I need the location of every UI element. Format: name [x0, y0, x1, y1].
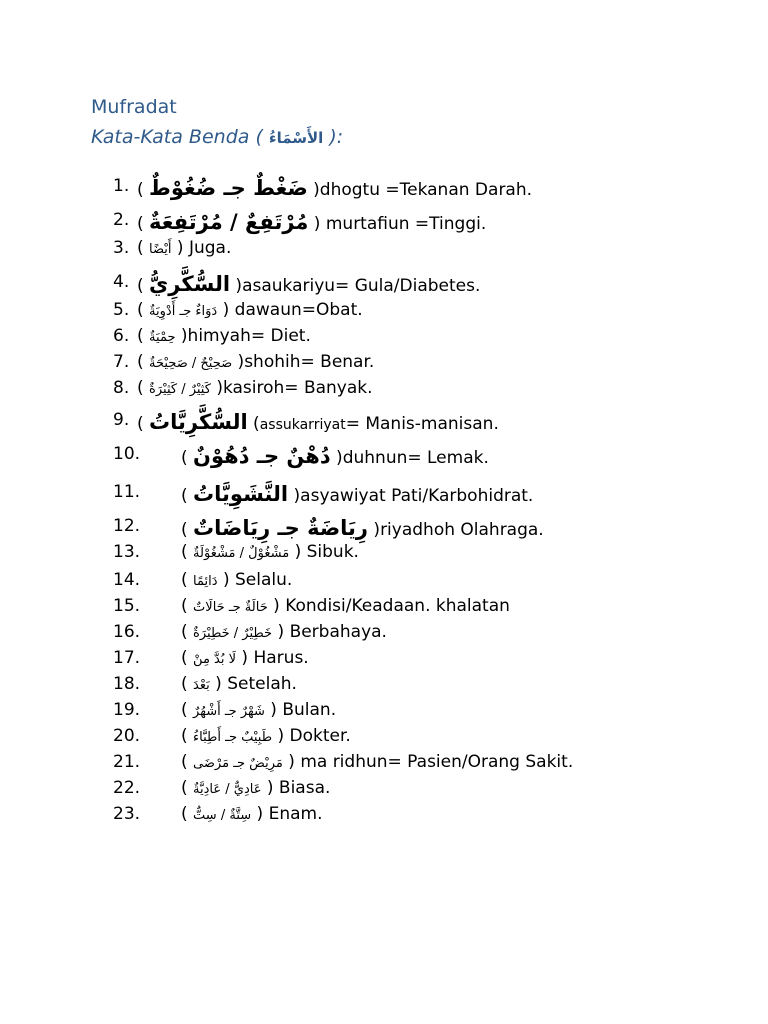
- meaning-text: asyawiyat Pati/Karbohidrat.: [300, 486, 534, 506]
- open-paren: (: [137, 414, 150, 434]
- item-number: 19.: [113, 700, 141, 720]
- meaning-text: Selalu.: [235, 570, 293, 590]
- open-paren: (: [137, 378, 150, 398]
- item-body: [181, 754, 573, 771]
- arabic-word: دَوَاءٌ جـ أَدْوِيَةٌ: [149, 304, 218, 319]
- item-number: 6.: [113, 326, 130, 346]
- close-paren: ): [272, 726, 290, 746]
- meaning-text: Bulan.: [282, 700, 337, 720]
- item-number: 11.: [113, 482, 141, 502]
- item-number: 10.: [113, 444, 141, 464]
- open-paren: (: [137, 276, 150, 296]
- open-paren: (: [181, 700, 194, 720]
- open-paren: (: [137, 300, 150, 320]
- item-body: [181, 728, 351, 745]
- meaning-text: shohih= Benar.: [244, 352, 375, 372]
- item-body: [137, 178, 532, 199]
- arabic-word: ضَغْطٌ جـ ضُغُوْطٌ: [149, 176, 308, 200]
- arabic-word: رِيَاضَةٌ جـ رِيَاضَاتٌ: [193, 516, 369, 540]
- arabic-word: مُرْتَفِعٌ / مُرْتَفِعَةٌ: [149, 210, 309, 234]
- arabic-word: عَادِيٌّ / عَادِيَّةٌ: [193, 782, 262, 797]
- close-paren: ): [236, 648, 254, 668]
- arabic-word: حِمْيَةٌ: [149, 330, 176, 345]
- item-body: [181, 702, 336, 719]
- item-body: [137, 302, 363, 319]
- open-paren: (: [181, 542, 194, 562]
- meaning-text: murtafiun =Tinggi.: [325, 214, 487, 234]
- arabic-word: بَعْدَ: [193, 678, 210, 693]
- page-title: Mufradat: [91, 96, 177, 118]
- item-number: 22.: [113, 778, 141, 798]
- item-body: [181, 518, 544, 539]
- arabic-word: سِتَّةٌ / سِتٌّ: [193, 808, 252, 823]
- item-number: 16.: [113, 622, 141, 642]
- open-paren: (: [181, 486, 194, 506]
- open-paren: (: [181, 726, 194, 746]
- arabic-word: شَهْرٌ جـ أَشْهُرٌ: [193, 704, 265, 719]
- item-number: 21.: [113, 752, 141, 772]
- item-body: [137, 274, 480, 295]
- close-paren: ): [251, 804, 269, 824]
- open-paren: (: [181, 804, 194, 824]
- meaning-text: = Manis-manisan.: [345, 414, 499, 434]
- item-body: [181, 598, 510, 615]
- open-paren: (: [181, 674, 194, 694]
- section-subtitle: [91, 126, 343, 148]
- open-paren: (: [181, 752, 194, 772]
- open-paren: (: [137, 180, 150, 200]
- subtitle-latin-prefix: Kata-Kata Benda (: [91, 126, 269, 148]
- close-paren: ): [217, 570, 235, 590]
- item-body: [181, 806, 323, 823]
- arabic-word: خَطِيْرٌ / خَطِيْرَةٌ: [193, 626, 273, 641]
- item-number: 3.: [113, 238, 130, 258]
- close-paren: ): [368, 520, 381, 540]
- item-body: [181, 780, 330, 797]
- item-body: [137, 380, 373, 397]
- meaning-text: Biasa.: [278, 778, 331, 798]
- item-number: 18.: [113, 674, 141, 694]
- close-paren: ): [232, 352, 245, 372]
- close-paren: ): [282, 752, 301, 772]
- item-body: [137, 354, 374, 371]
- close-paren: ): [261, 778, 279, 798]
- item-body: [181, 446, 489, 467]
- open-paren: (: [181, 520, 194, 540]
- meaning-text: asaukariyu= Gula/Diabetes.: [242, 276, 481, 296]
- meaning-text: dawaun=Obat.: [234, 300, 363, 320]
- arabic-word: أَيْضًا: [149, 242, 172, 257]
- open-paren: (: [181, 622, 194, 642]
- item-number: 20.: [113, 726, 141, 746]
- close-paren: ): [288, 486, 301, 506]
- close-paren: ): [171, 238, 189, 258]
- arabic-word: صَحِيْحٌ / صَحِيْحَةٌ: [149, 356, 233, 371]
- close-paren: ): [264, 700, 283, 720]
- meaning-text: kasiroh= Banyak.: [222, 378, 373, 398]
- item-number: 12.: [113, 516, 141, 536]
- close-paren: ): [330, 448, 343, 468]
- item-number: 5.: [113, 300, 130, 320]
- meaning-text: duhnun= Lemak.: [342, 448, 489, 468]
- item-number: 9.: [113, 410, 130, 430]
- open-paren: (: [137, 326, 150, 346]
- close-paren: ): [209, 674, 228, 694]
- arabic-word: دُهْنٌ جـ دُهُوْنٌ: [193, 444, 331, 468]
- item-body: [137, 412, 499, 433]
- close-paren: ): [217, 300, 235, 320]
- meaning-text: riyadhoh Olahraga.: [380, 520, 544, 540]
- item-body: [181, 484, 533, 505]
- meaning-text: himyah= Diet.: [187, 326, 311, 346]
- open-paren: (: [137, 238, 150, 258]
- close-paren: ): [272, 622, 290, 642]
- close-paren: ): [307, 180, 320, 200]
- item-number: 17.: [113, 648, 141, 668]
- meaning-text: dhogtu =Tekanan Darah.: [319, 180, 533, 200]
- arabic-word: لَا بُدَّ مِنْ: [193, 652, 237, 667]
- item-number: 14.: [113, 570, 141, 590]
- close-paren: (: [247, 414, 260, 434]
- item-body: [137, 240, 231, 257]
- item-body: [181, 676, 297, 693]
- subtitle-arabic: الأَسْمَاءُ: [268, 129, 324, 147]
- open-paren: (: [137, 214, 150, 234]
- close-paren: ): [267, 596, 286, 616]
- close-paren: ): [308, 214, 326, 234]
- open-paren: (: [181, 778, 194, 798]
- item-body: [181, 572, 292, 589]
- item-body: [181, 544, 359, 561]
- item-number: 1.: [113, 176, 130, 196]
- item-body: [137, 328, 311, 345]
- item-body: [181, 624, 387, 641]
- arabic-word: مَرِيْضٌ جـ مَرْضَى: [193, 756, 283, 771]
- close-paren: ): [175, 326, 188, 346]
- item-number: 2.: [113, 210, 130, 230]
- meaning-text: Kondisi/Keadaan. khalatan: [285, 596, 510, 616]
- arabic-word: طَبِيْبٌ جـ أَطِبَّاءُ: [193, 730, 273, 745]
- open-paren: (: [181, 596, 194, 616]
- arabic-word: النَّشَوِيَّاتُ: [193, 482, 289, 506]
- item-body: [181, 650, 309, 667]
- close-paren: ): [210, 378, 223, 398]
- item-number: 4.: [113, 272, 130, 292]
- transliteration: assukarriyat: [259, 417, 346, 433]
- arabic-word: السُّكَّرِيُّ: [149, 272, 231, 296]
- subtitle-latin-suffix: ):: [323, 126, 344, 148]
- meaning-text: ma ridhun= Pasien/Orang Sakit.: [300, 752, 574, 772]
- arabic-word: كَثِيْرٌ / كَثِيْرَةٌ: [149, 382, 211, 397]
- meaning-text: Harus.: [253, 648, 309, 668]
- item-number: 7.: [113, 352, 130, 372]
- arabic-word: السُّكَّرِيَّاتُ: [149, 410, 248, 434]
- open-paren: (: [181, 570, 194, 590]
- meaning-text: Dokter.: [289, 726, 351, 746]
- item-body: [137, 212, 486, 233]
- meaning-text: Berbahaya.: [289, 622, 387, 642]
- open-paren: (: [181, 448, 194, 468]
- item-number: 8.: [113, 378, 130, 398]
- meaning-text: Setelah.: [227, 674, 297, 694]
- item-number: 13.: [113, 542, 141, 562]
- item-number: 23.: [113, 804, 141, 824]
- close-paren: ): [230, 276, 243, 296]
- open-paren: (: [137, 352, 150, 372]
- close-paren: ): [289, 542, 307, 562]
- meaning-text: Enam.: [268, 804, 323, 824]
- arabic-word: حَالَةٌ جـ حَالَاتٌ: [193, 600, 268, 615]
- open-paren: (: [181, 648, 194, 668]
- meaning-text: Sibuk.: [306, 542, 359, 562]
- meaning-text: Juga.: [188, 238, 232, 258]
- arabic-word: مَشْغُوْلٌ / مَشْغُوْلَةٌ: [193, 546, 290, 561]
- item-number: 15.: [113, 596, 141, 616]
- arabic-word: دَائِمًا: [193, 574, 218, 589]
